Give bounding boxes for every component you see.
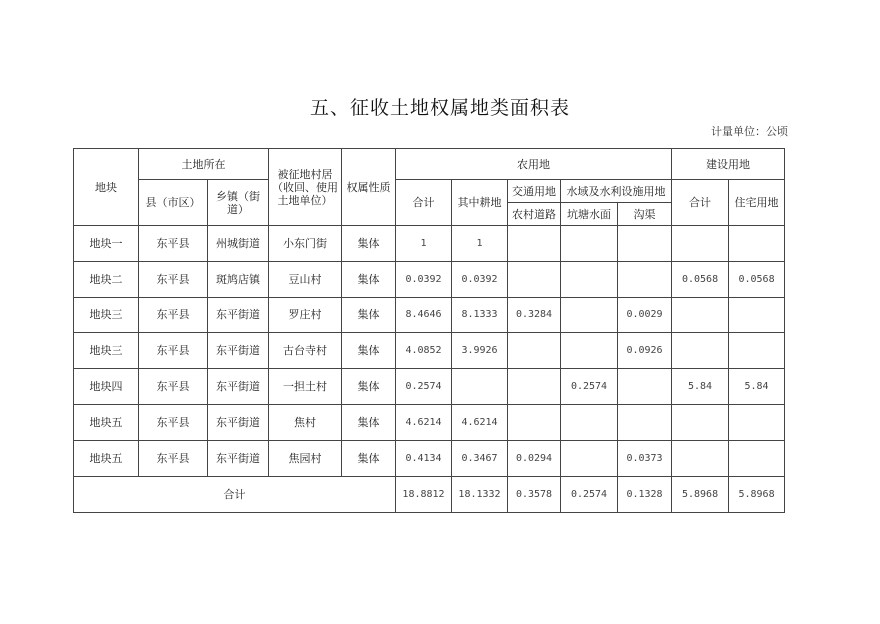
total-con-total: 5.8968 <box>672 476 729 512</box>
header-agricultural: 农用地 <box>396 149 672 180</box>
cell-town: 东平街道 <box>208 440 269 476</box>
document-title: 五、征收土地权属地类面积表 <box>309 97 570 119</box>
cell-ag-total: 4.0852 <box>396 333 452 369</box>
cell-residential <box>729 404 785 440</box>
cell-ownership: 集体 <box>342 297 396 333</box>
cell-residential: 0.0568 <box>729 261 785 297</box>
cell-ownership: 集体 <box>342 261 396 297</box>
header-parcel: 地块 <box>74 149 139 226</box>
cell-pond <box>561 226 618 262</box>
cell-village: 罗庄村 <box>269 297 342 333</box>
cell-ditch <box>618 404 672 440</box>
cell-ag-total: 4.6214 <box>396 404 452 440</box>
header-farmland: 其中耕地 <box>452 180 508 226</box>
cell-county: 东平县 <box>139 226 208 262</box>
cell-parcel: 地块一 <box>74 226 139 262</box>
cell-ownership: 集体 <box>342 440 396 476</box>
header-town: 乡镇（街道） <box>208 180 269 226</box>
header-construction: 建设用地 <box>672 149 785 180</box>
cell-ag-total: 1 <box>396 226 452 262</box>
cell-county: 东平县 <box>139 440 208 476</box>
cell-rural-road: 0.3284 <box>508 297 561 333</box>
cell-parcel: 地块三 <box>74 333 139 369</box>
header-water: 水域及水利设施用地 <box>561 180 672 203</box>
cell-ditch <box>618 261 672 297</box>
cell-rural-road <box>508 369 561 405</box>
cell-con-total <box>672 333 729 369</box>
header-ditch: 沟渠 <box>618 203 672 226</box>
cell-residential <box>729 333 785 369</box>
header-rural-road: 农村道路 <box>508 203 561 226</box>
cell-farmland: 8.1333 <box>452 297 508 333</box>
cell-rural-road <box>508 333 561 369</box>
header-transport: 交通用地 <box>508 180 561 203</box>
cell-town: 州城街道 <box>208 226 269 262</box>
cell-parcel: 地块五 <box>74 404 139 440</box>
total-row <box>74 476 785 512</box>
cell-county: 东平县 <box>139 333 208 369</box>
cell-county: 东平县 <box>139 297 208 333</box>
cell-town: 东平街道 <box>208 369 269 405</box>
table-row <box>74 226 785 262</box>
cell-residential <box>729 440 785 476</box>
cell-farmland <box>452 369 508 405</box>
total-ag-total: 18.8812 <box>396 476 452 512</box>
cell-residential <box>729 297 785 333</box>
cell-town: 东平街道 <box>208 404 269 440</box>
cell-farmland: 0.3467 <box>452 440 508 476</box>
cell-con-total: 0.0568 <box>672 261 729 297</box>
total-ditch: 0.1328 <box>618 476 672 512</box>
cell-con-total <box>672 440 729 476</box>
cell-pond <box>561 404 618 440</box>
cell-pond <box>561 440 618 476</box>
cell-con-total <box>672 297 729 333</box>
cell-village: 焦园村 <box>269 440 342 476</box>
cell-ditch: 0.0029 <box>618 297 672 333</box>
cell-residential <box>729 226 785 262</box>
cell-ditch <box>618 226 672 262</box>
header-land-location: 土地所在 <box>139 149 269 180</box>
table-row <box>74 369 785 405</box>
cell-ownership: 集体 <box>342 226 396 262</box>
cell-pond <box>561 297 618 333</box>
header-residential: 住宅用地 <box>729 180 785 226</box>
header-ownership: 权属性质 <box>342 149 396 226</box>
header-ag-total: 合计 <box>396 180 452 226</box>
cell-ownership: 集体 <box>342 369 396 405</box>
table-row <box>74 440 785 476</box>
header-pond: 坑塘水面 <box>561 203 618 226</box>
total-label: 合计 <box>74 476 396 512</box>
cell-pond <box>561 261 618 297</box>
cell-ditch: 0.0373 <box>618 440 672 476</box>
cell-parcel: 地块四 <box>74 369 139 405</box>
cell-farmland: 4.6214 <box>452 404 508 440</box>
cell-rural-road: 0.0294 <box>508 440 561 476</box>
land-area-table <box>73 148 785 513</box>
cell-rural-road <box>508 404 561 440</box>
cell-ag-total: 0.2574 <box>396 369 452 405</box>
cell-ag-total: 0.4134 <box>396 440 452 476</box>
cell-county: 东平县 <box>139 261 208 297</box>
cell-pond: 0.2574 <box>561 369 618 405</box>
header-county: 县（市区） <box>139 180 208 226</box>
cell-county: 东平县 <box>139 404 208 440</box>
cell-village: 一担土村 <box>269 369 342 405</box>
cell-town: 东平街道 <box>208 333 269 369</box>
total-farmland: 18.1332 <box>452 476 508 512</box>
cell-con-total <box>672 226 729 262</box>
cell-parcel: 地块三 <box>74 297 139 333</box>
cell-village: 小东门街 <box>269 226 342 262</box>
cell-con-total <box>672 404 729 440</box>
table-row <box>74 261 785 297</box>
cell-con-total: 5.84 <box>672 369 729 405</box>
header-con-total: 合计 <box>672 180 729 226</box>
cell-rural-road <box>508 226 561 262</box>
cell-village: 古台寺村 <box>269 333 342 369</box>
cell-parcel: 地块二 <box>74 261 139 297</box>
cell-ag-total: 8.4646 <box>396 297 452 333</box>
table-row <box>74 297 785 333</box>
cell-ownership: 集体 <box>342 404 396 440</box>
cell-farmland: 1 <box>452 226 508 262</box>
cell-town: 斑鸠店镇 <box>208 261 269 297</box>
total-rural-road: 0.3578 <box>508 476 561 512</box>
total-residential: 5.8968 <box>729 476 785 512</box>
cell-village: 焦村 <box>269 404 342 440</box>
cell-town: 东平街道 <box>208 297 269 333</box>
cell-pond <box>561 333 618 369</box>
header-village: 被征地村居（收回、使用土地单位） <box>269 149 342 226</box>
total-pond: 0.2574 <box>561 476 618 512</box>
cell-parcel: 地块五 <box>74 440 139 476</box>
cell-ag-total: 0.0392 <box>396 261 452 297</box>
cell-village: 豆山村 <box>269 261 342 297</box>
cell-county: 东平县 <box>139 369 208 405</box>
table-row <box>74 404 785 440</box>
cell-farmland: 3.9926 <box>452 333 508 369</box>
cell-residential: 5.84 <box>729 369 785 405</box>
cell-ditch <box>618 369 672 405</box>
cell-rural-road <box>508 261 561 297</box>
cell-ownership: 集体 <box>342 333 396 369</box>
table-row <box>74 333 785 369</box>
cell-ditch: 0.0926 <box>618 333 672 369</box>
unit-label: 计量单位：公顷 <box>711 125 788 138</box>
cell-farmland: 0.0392 <box>452 261 508 297</box>
